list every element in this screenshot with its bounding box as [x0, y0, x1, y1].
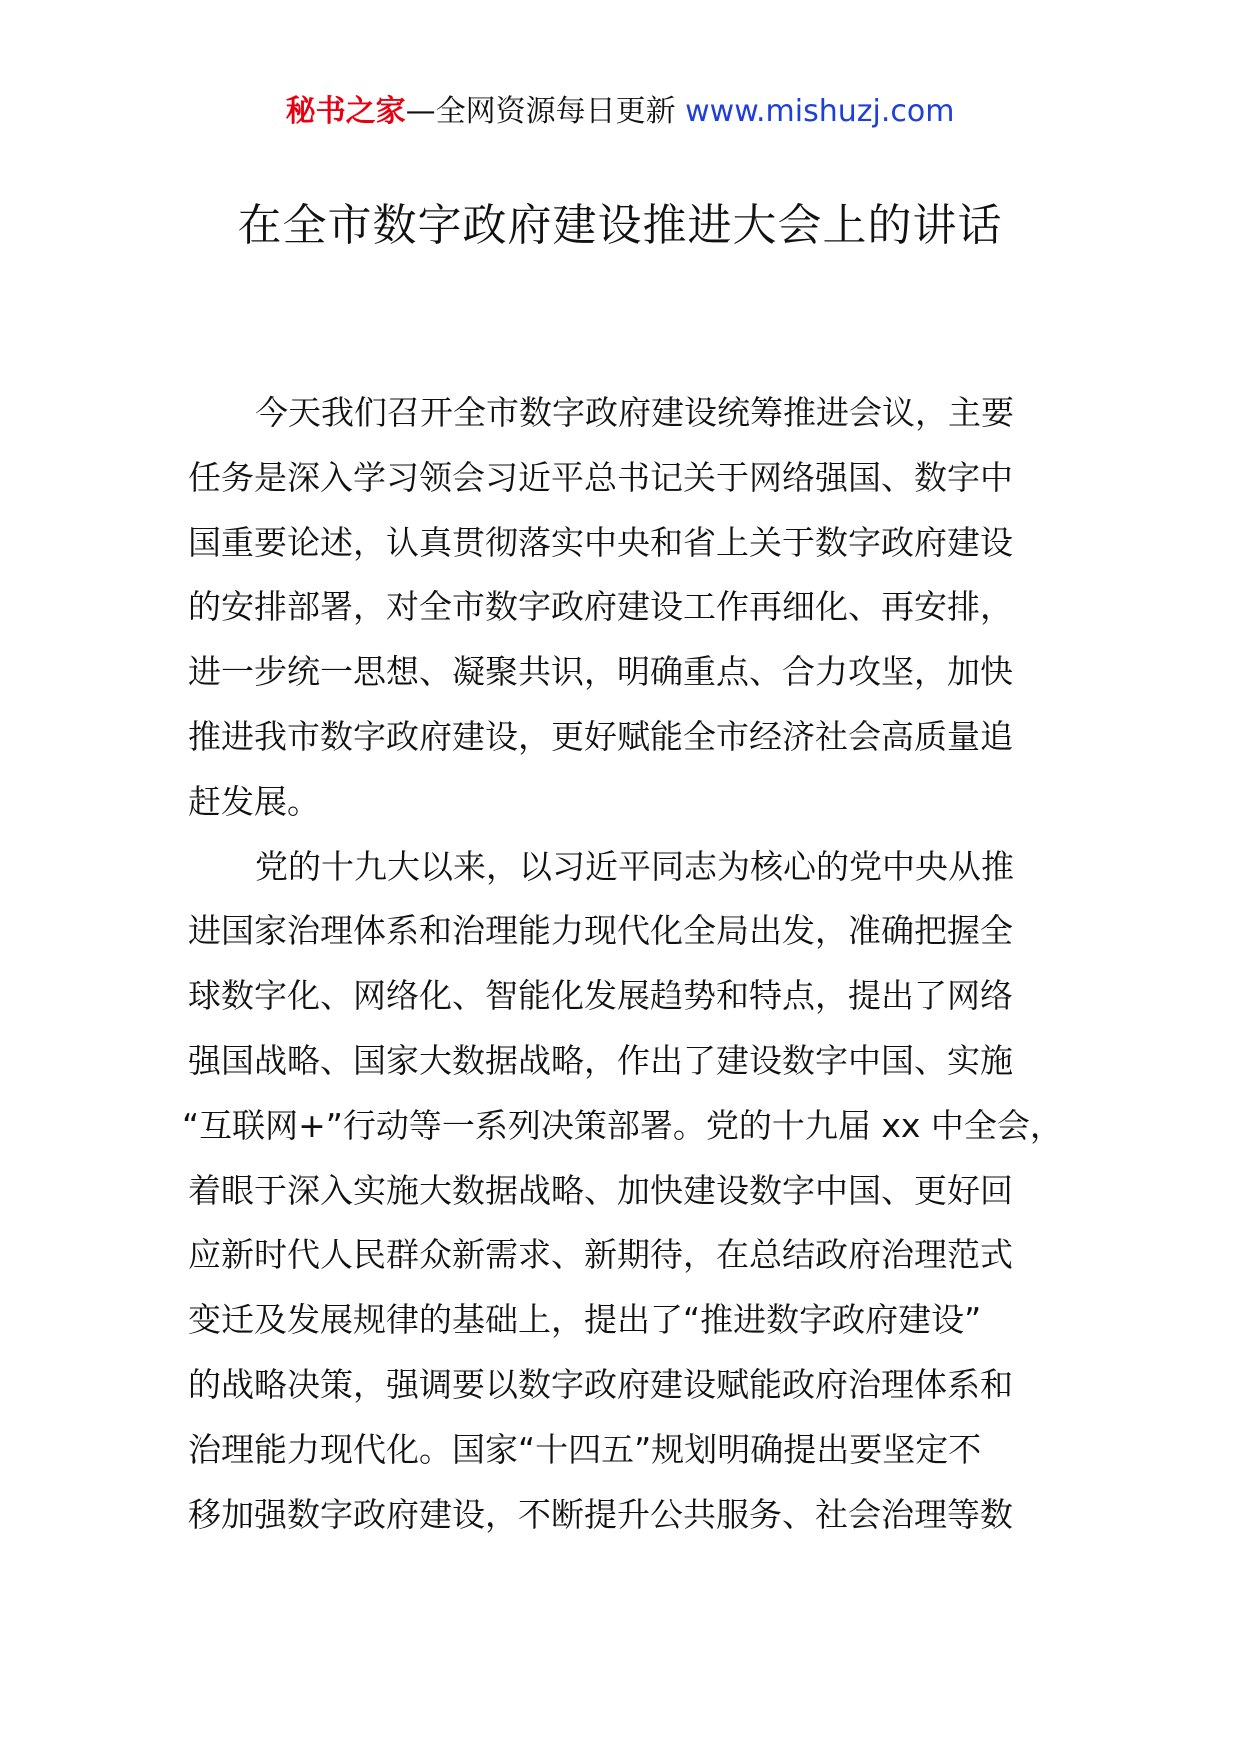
paragraph-2-line-5: “互联网+”行动等一系列决策部署。党的十九届 xx 中全会，: [182, 1105, 1063, 1145]
paragraph-1-line-3: 国重要论述，认真贯彻落实中央和省上关于数字政府建设: [188, 522, 1013, 562]
paragraph-2-line-11: 移加强数字政府建设，不断提升公共服务、社会治理等数: [188, 1494, 1013, 1534]
paragraph-1-line-5: 进一步统一思想、凝聚共识，明确重点、合力攻坚，加快: [188, 652, 1013, 692]
paragraph-2-line-2: 进国家治理体系和治理能力现代化全局出发，准确把握全: [188, 911, 1013, 951]
document-title: 在全市数字政府建设推进大会上的讲话: [237, 200, 1003, 251]
site-url-link[interactable]: www.mishuzj.com: [685, 94, 955, 129]
paragraph-2-line-4: 强国战略、国家大数据战略，作出了建设数字中国、实施: [188, 1040, 1013, 1080]
paragraph-2-line-10: 治理能力现代化。国家“十四五”规划明确提出要坚定不: [188, 1429, 982, 1469]
paragraph-1-line-2: 任务是深入学习领会习近平总书记关于网络强国、数字中: [188, 457, 1013, 497]
paragraph-1-line-1: 今天我们召开全市数字政府建设统筹推进会议，主要: [255, 393, 1014, 432]
site-brand: 秘书之家: [285, 94, 406, 129]
site-header: [0, 92, 1240, 132]
paragraph-2-line-9: 的战略决策，强调要以数字政府建设赋能政府治理体系和: [188, 1364, 1013, 1404]
paragraph-2-line-6: 着眼于深入实施大数据战略、加快建设数字中国、更好回: [188, 1170, 1013, 1210]
paragraph-1-line-7: 赶发展。: [188, 781, 320, 821]
paragraph-2-line-1: 党的十九大以来，以习近平同志为核心的党中央从推: [255, 846, 1014, 886]
paragraph-1-line-4: 的安排部署，对全市数字政府建设工作再细化、再安排，: [188, 587, 1013, 627]
paragraph-2-line-7: 应新时代人民群众新需求、新期待，在总结政府治理范式: [188, 1235, 1013, 1275]
site-slogan: —全网资源每日更新: [405, 94, 686, 129]
paragraph-2-line-8: 变迁及发展规律的基础上，提出了“推进数字政府建设”: [188, 1300, 982, 1340]
paragraph-1-line-6: 推进我市数字政府建设，更好赋能全市经济社会高质量追: [188, 716, 1013, 756]
document-body: [182, 381, 1088, 1547]
paragraph-2-line-3: 球数字化、网络化、智能化发展趋势和特点，提出了网络: [188, 976, 1013, 1016]
